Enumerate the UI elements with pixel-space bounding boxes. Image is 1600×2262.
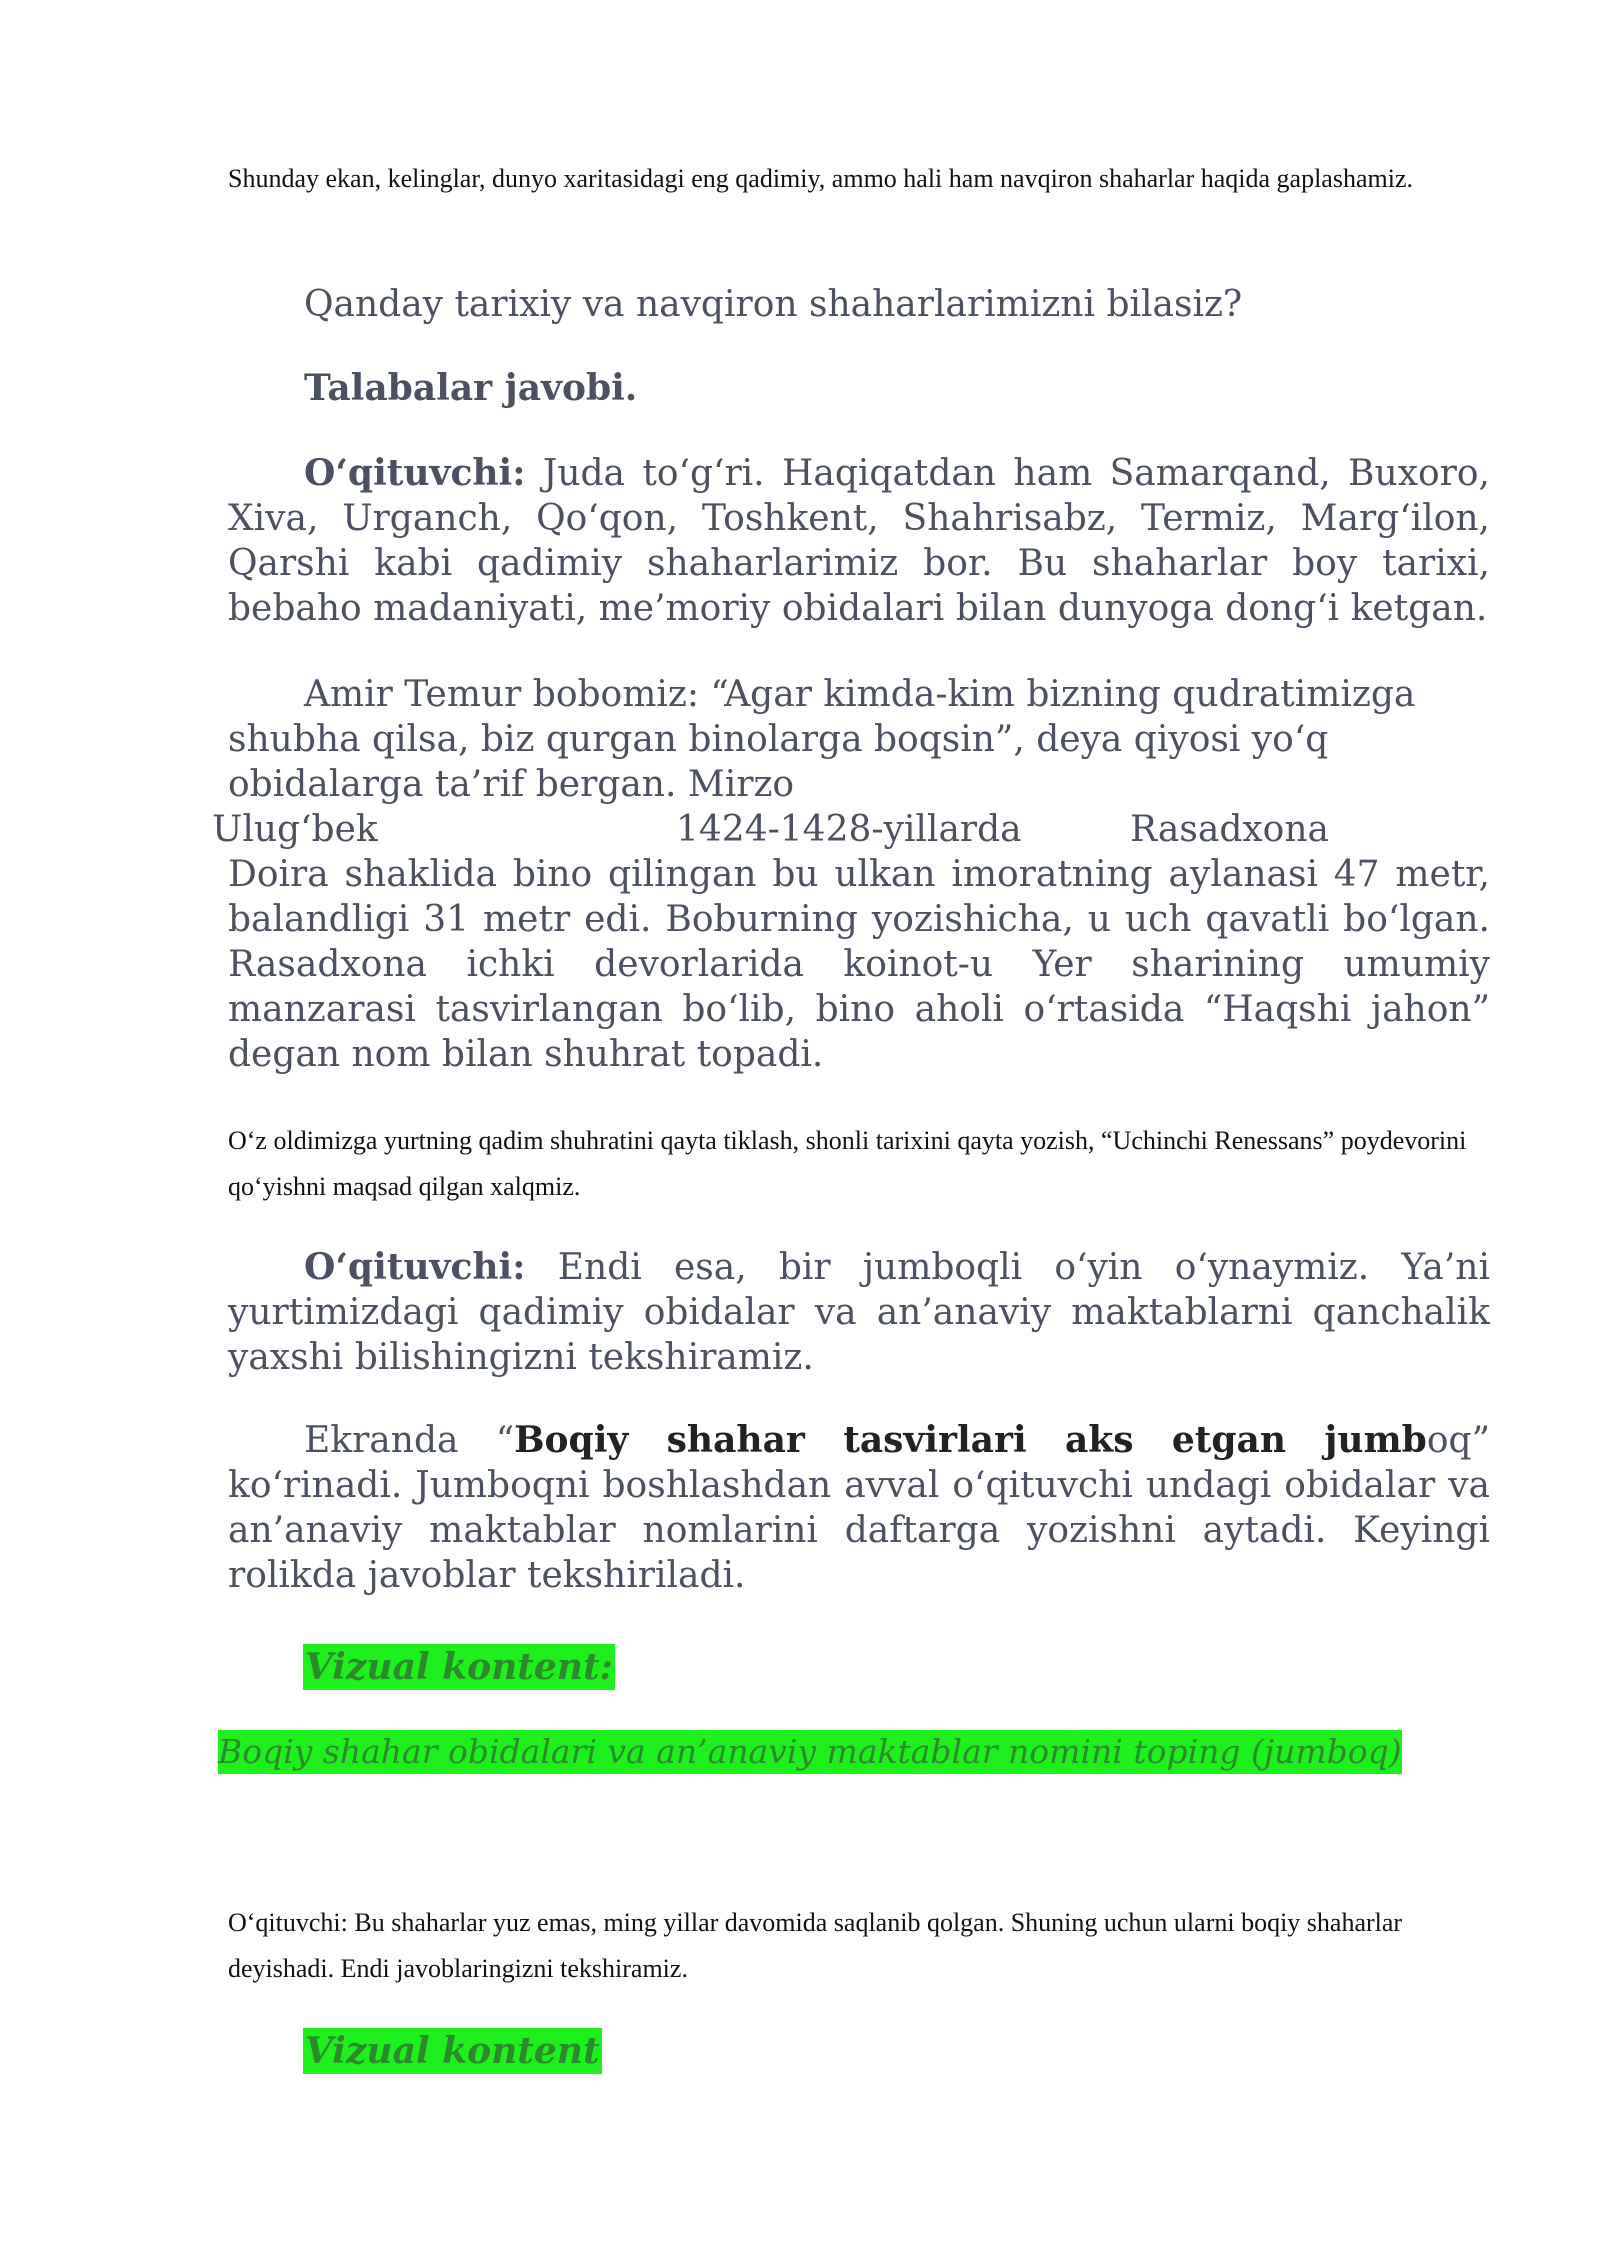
intro-paragraph: Shunday ekan, kelinglar, dunyo xaritasidagi eng qadimiy, ammo hali ham navqiron shaharlar haqida gaplashamiz. bbox=[228, 164, 1413, 193]
ulugbek-word: Ulug‘bek bbox=[212, 809, 378, 850]
temur-paragraph: Amir Temur bobomiz: “Agar kimda-kim bizning qudratimizga shubha qilsa, biz qurgan binolarga boqsin”, deya qiyosi yo‘q obidalarga ta’rif bergan. Mirzo bbox=[228, 674, 1416, 805]
teacher-text: Endi esa, bir jumboqli o‘yin o‘ynaymiz. Ya’ni yurtimizdagi qadimiy obidalar va an’anaviy maktablarni qanchalik yaxshi bilishingizni tekshiramiz. bbox=[228, 1247, 1490, 1378]
ekranda-paragraph bbox=[228, 1418, 1490, 1598]
visual-content-heading-1: Vizual kontent: bbox=[305, 1646, 613, 1688]
teacher-paragraph-3: O‘qituvchi: Bu shaharlar yuz emas, ming yillar davomida saqlanib qolgan. Shuning uchun ularni boqiy shaharlar deyishadi. Endi javoblaringizni tekshiramiz. bbox=[228, 1908, 1403, 1983]
ekranda-bold: Boqiy shahar tasvirlari aks etgan jumb bbox=[514, 1419, 1427, 1461]
rasadxona-paragraph: Doira shaklida bino qilingan bu ulkan imoratning aylanasi 47 metr, balandligi 31 metr edi. Boburning yozishicha, u uch qavatli bo‘lgan. Rasadxona ichki devorlarida koinot-u Yer sharining umumiy manzarasi tasvirlangan bo‘lib, bino aholi o‘rtasida “Haqshi jahon” degan nom bilan shuhrat topadi. bbox=[228, 854, 1490, 1075]
ulugbek-rasadxona: Rasadxona bbox=[1130, 809, 1330, 850]
teacher-label: O‘qituvchi: bbox=[304, 1246, 526, 1288]
ulugbek-years: 1424-1428-yillarda bbox=[676, 809, 1022, 850]
ekranda-post: oq” ko‘rinadi. Jumboqni boshlashdan avval o‘qituvchi undagi obidalar va an’anaviy maktablar nomlarini daftarga yozishni aytadi. Keyingi rolikda javoblar tekshiriladi. bbox=[228, 1420, 1490, 1596]
renaissance-paragraph: O‘z oldimizga yurtning qadim shuhratini qayta tiklash, shonli tarixini qayta yozish, “Uchinchi Renessans” poydevorini qo‘yishni maqsad qilgan xalqmiz. bbox=[228, 1126, 1467, 1201]
visual-content-caption: Boqiy shahar obidalari va an’anaviy maktablar nomini toping (jumboq) bbox=[218, 1730, 1402, 1774]
teacher-label: O‘qituvchi: bbox=[304, 452, 526, 494]
ekranda-pre: Ekranda “ bbox=[304, 1420, 515, 1461]
question-line: Qanday tarixiy va navqiron shaharlarimizni bilasiz? bbox=[304, 284, 1243, 325]
students-answer: Talabalar javobi. bbox=[304, 367, 638, 409]
teacher-text: Juda to‘g‘ri. Haqiqatdan ham Samarqand, Buxoro, Xiva, Urganch, Qo‘qon, Toshkent, Shahrisabz, Termiz, Marg‘ilon, Qarshi kabi qadimiy shaharlarimiz bor. Bu shaharlar boy tarixi, bebaho madaniyati, me’moriy obidalari bilan dunyoga dong‘i ketgan. bbox=[228, 453, 1490, 629]
teacher-paragraph-2 bbox=[228, 1245, 1490, 1380]
visual-content-heading-2: Vizual kontent bbox=[305, 2030, 600, 2072]
teacher-paragraph-1 bbox=[228, 451, 1490, 631]
